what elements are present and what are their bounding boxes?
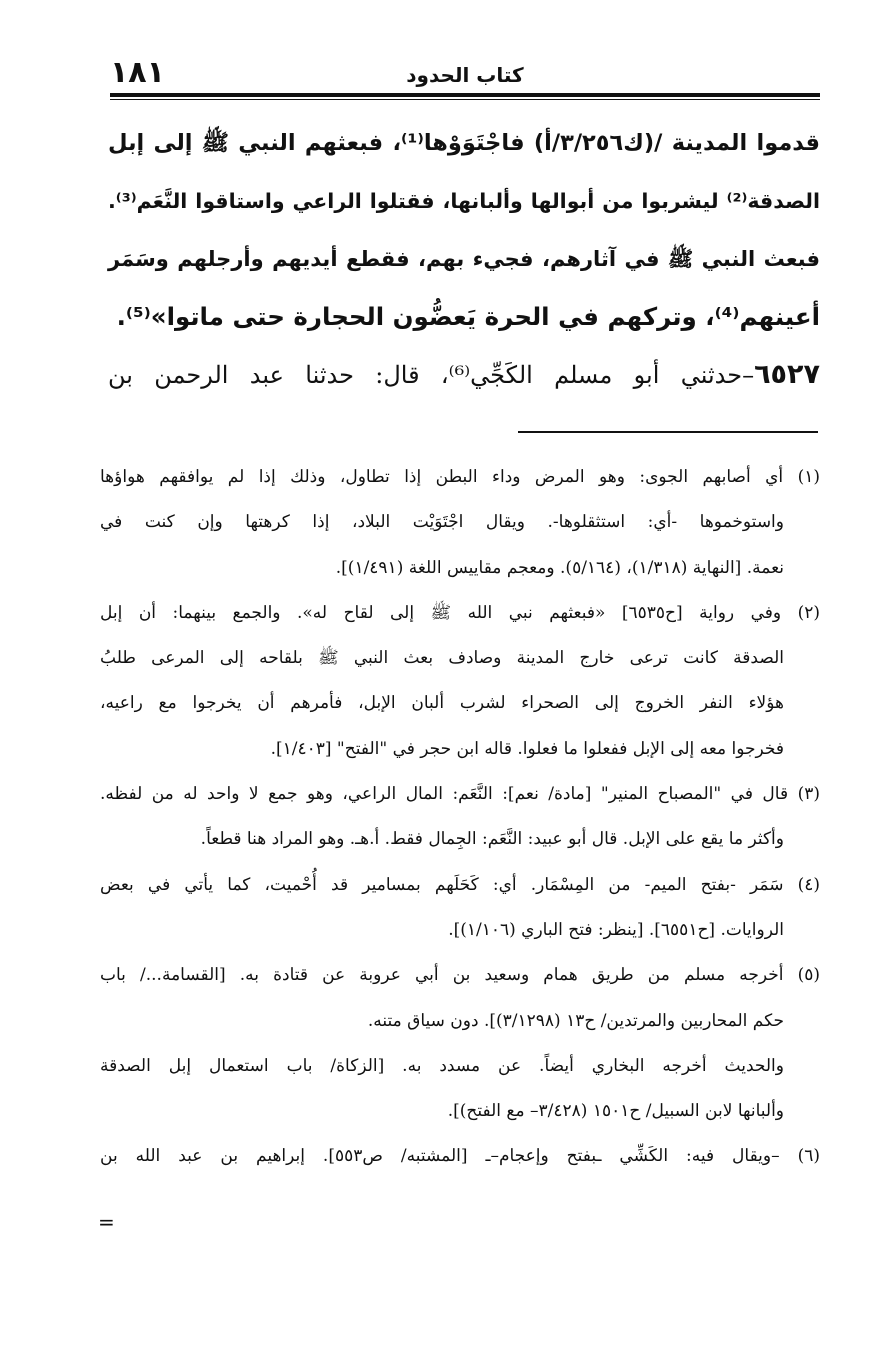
footnote-line: نعمة. [النهاية (١/٣١٨)، (٥/١٦٤). ومعجم مقاييس اللغة (١/٤٩١)]. — [335, 557, 784, 578]
footnotes — [100, 455, 820, 1180]
footnote-line: هؤلاء النفر الخروج إلى الصحراء لشرب ألبان الإبل، فأمرهم أن يخرجوا مع راعيه، — [100, 693, 784, 714]
header-rule-thick — [110, 93, 820, 97]
footnote-line: (٢) وفي رواية [ح٦٥٣٥] «فبعثهم نبي الله ﷺ إلى لقاح له». والجمع بينهما: أن إبل — [100, 602, 820, 623]
hadith-text: –حدثني أبو مسلم الكَجِّي⁽⁶⁾، قال: حدثنا عبد الرحمن بن — [108, 361, 755, 389]
footnote-line: وألبانها لابن السبيل/ ح١٥٠١ (٣/٤٢٨– مع الفتح)]. — [447, 1101, 784, 1122]
footnote-line: وأكثر ما يقع على الإبل. قال أبو عبيد: النَّعَم: الجِمال فقط. أ.هـ. وهو المراد هنا قطعاً. — [200, 829, 784, 850]
footnote-line: (٥) أخرجه مسلم من طريق همام وسعيد بن أبي عروبة عن قتادة به. [القسامة.../ باب — [100, 965, 820, 986]
footnote-line: (٤) سَمَر -بفتح الميم- من المِسْمَار. أي: كَحَلَهم بمسامير قد أُحْميت، كما يأتي في بعض — [100, 874, 820, 895]
page-number: ١٨١ — [110, 55, 165, 90]
footnote-line: (٣) قال في "المصباح المنير" [مادة/ نعم]: النَّعَم: المال الراعي، وهو جمع لا واحد له من لفظه. — [100, 784, 820, 805]
footnote-line: والحديث أخرجه البخاري أيضاً. عن مسدد به. [الزكاة/ باب استعمال إبل الصدقة — [100, 1055, 784, 1076]
hadith-number: ٦٥٢٧ — [754, 359, 820, 390]
page-header — [110, 55, 820, 95]
body-line: الصدقة⁽²⁾ ليشربوا من أبوالها وألبانها، فقتلوا الراعي واستاقوا النَّعَم⁽³⁾. — [108, 189, 820, 213]
body-line: قدموا المدينة /(ك٣/٢٥٦/أ) فاجْتَوَوْها⁽¹⁾، فبعثهم النبي ﷺ إلى إبل — [108, 130, 820, 156]
continuation-mark: = — [98, 1210, 115, 1234]
body-line: أعينهم⁽⁴⁾، وتركهم في الحرة يَعضُّون الحجارة حتى ماتوا»⁽⁵⁾. — [116, 302, 820, 331]
header-rule-thin — [110, 99, 820, 100]
footnote-line: (١) أي أصابهم الجوى: وهو المرض وداء البطن إذا تطاول، وذلك إذا لم يوافقهم هواؤها — [100, 467, 820, 487]
footnote-line: الصدقة كانت ترعى خارج المدينة وصادف بعث النبي ﷺ بلقاحه إلى المرعى طلبُ — [100, 648, 784, 669]
footnote-line: حكم المحاربين والمرتدين/ ح١٣ (٣/١٢٩٨)]. دون سياق متنه. — [367, 1010, 784, 1031]
body-line: فبعث النبي ﷺ في آثارهم، فجيء بهم، فقطع أيديهم وأرجلهم وسَمَر — [108, 247, 820, 271]
footnote-line: (٦) –ويقال فيه: الكَشِّي ـبفتح وإعجام–ـ [المشتبه/ ص٥٥٣]. إبراهيم بن عبد الله بن — [100, 1146, 820, 1167]
footnote-line: واستوخموها -أي: استثقلوها-. ويقال اجْتَوَيْت البلاد، إذا كرهتها وإن كنت في — [100, 512, 784, 533]
main-text — [108, 114, 820, 404]
running-head-title: كتاب الحدود — [406, 63, 524, 87]
hadith-line — [108, 346, 820, 404]
footnote-separator — [518, 431, 818, 433]
footnote-line: الروايات. [ح٦٥٥١]. [ينظر: فتح الباري (١/١٠٦)]. — [448, 919, 784, 940]
footnote-line: فخرجوا معه إلى الإبل ففعلوا ما فعلوا. قاله ابن حجر في "الفتح" [١/٤٠٣]. — [270, 738, 784, 759]
